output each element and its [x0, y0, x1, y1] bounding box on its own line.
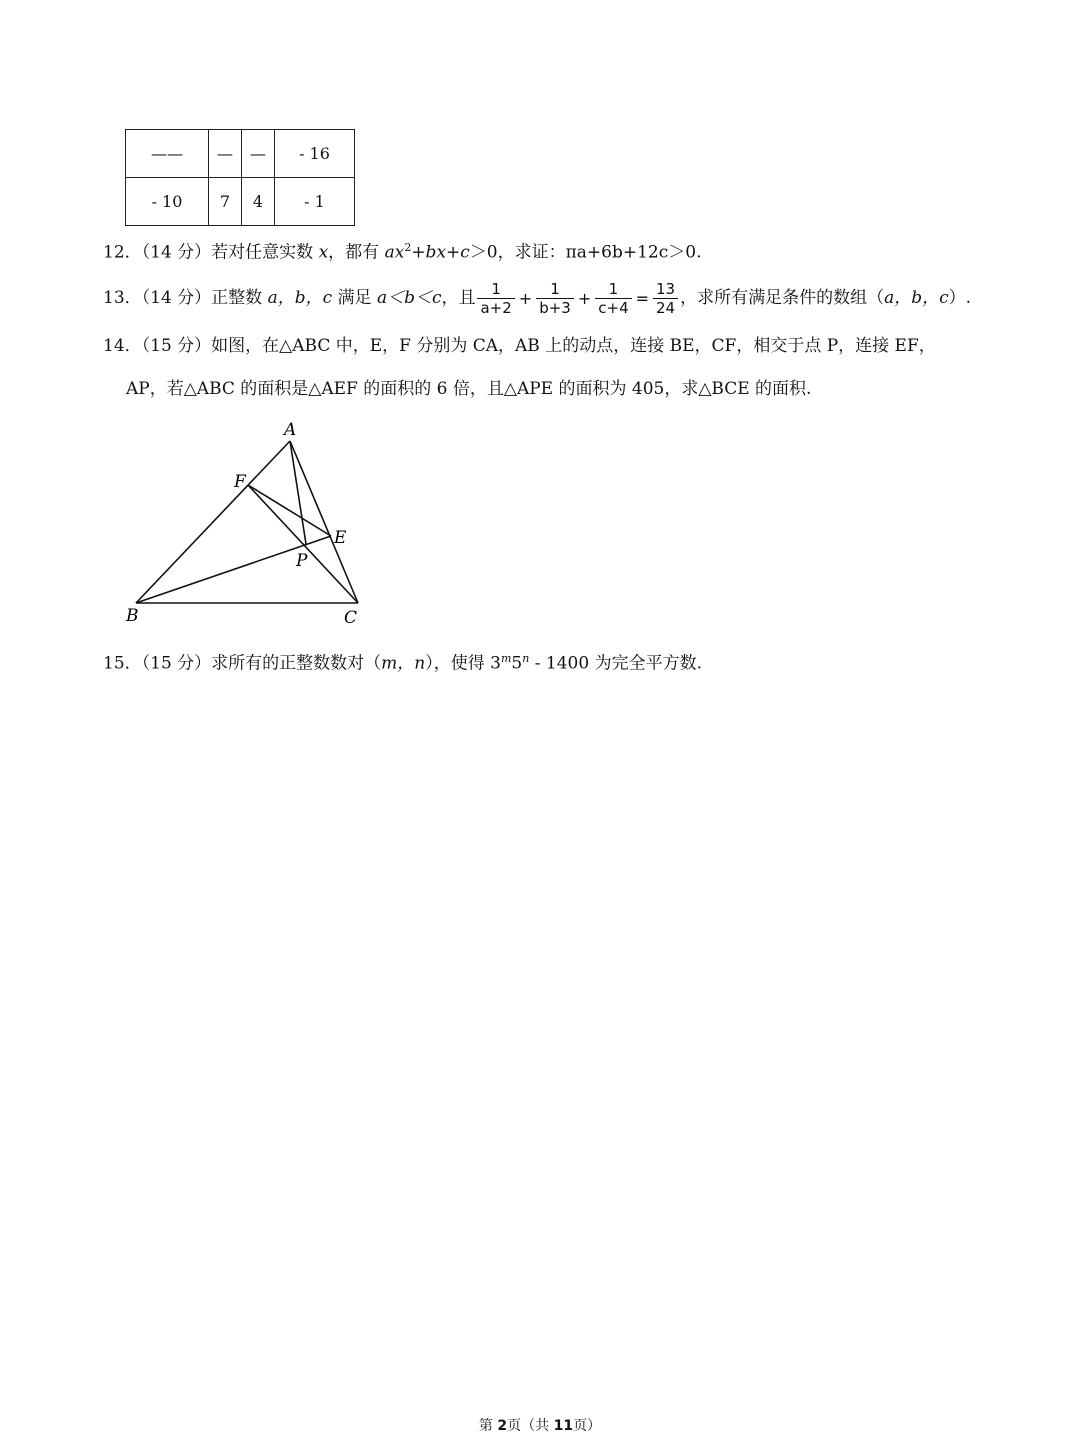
question-text: ，且: [441, 288, 476, 308]
plus-sign: +: [577, 288, 592, 308]
fraction-numerator: 1: [608, 280, 619, 298]
table-cell: - 1: [275, 178, 355, 226]
label-p: P: [296, 551, 308, 571]
question-text: ），使得 3: [425, 653, 501, 674]
table-cell: - 10: [126, 178, 209, 226]
segment-ab: [136, 441, 290, 603]
label-b: B: [126, 606, 139, 626]
fraction: [536, 280, 574, 317]
math-expr: ax: [384, 242, 405, 263]
label-f: F: [234, 472, 246, 492]
fraction: [595, 280, 631, 317]
fraction-denominator: a+2: [477, 298, 514, 317]
fraction-denominator: b+3: [536, 298, 574, 317]
math-expr: +bx+c: [411, 242, 470, 263]
question-14-line-2: AP，若△ABC 的面积是△AEF 的面积的 6 倍，且△APE 的面积为 405，求△BCE 的面积.: [126, 379, 812, 399]
segment-ac: [290, 441, 358, 603]
triangle-figure: [120, 415, 370, 630]
label-a: A: [284, 420, 297, 440]
plus-sign: +: [518, 288, 533, 308]
question-text: - 1400 为完全平方数.: [529, 653, 702, 674]
table-cell: —: [209, 130, 242, 178]
table-cell: 4: [242, 178, 275, 226]
math-expr: a＜b＜c: [376, 288, 442, 308]
equals-sign: =: [635, 288, 650, 308]
page-footer: [0, 1415, 1080, 1435]
table-cell: ——: [126, 130, 209, 178]
question-15: [103, 647, 702, 676]
math-var: a，b，c: [267, 288, 333, 308]
math-sup: 2: [404, 241, 412, 254]
value-table: [125, 129, 355, 226]
table-row: [126, 178, 355, 226]
fraction-numerator: 13: [656, 280, 676, 298]
table-cell: 7: [209, 178, 242, 226]
footer-text: 页（共: [507, 1418, 554, 1434]
question-text: 12．（14 分）若对任意实数: [103, 242, 319, 263]
table-cell: —: [242, 130, 275, 178]
math-var: a，b，c: [884, 288, 949, 308]
fraction-denominator: c+4: [595, 298, 631, 317]
label-c: C: [344, 608, 358, 628]
math-var: x: [318, 242, 329, 263]
fraction-denominator: 24: [653, 298, 678, 317]
segment-ap: [290, 441, 306, 544]
math-expr: 5: [511, 653, 523, 674]
question-text: ，求所有满足条件的数组（: [680, 288, 885, 308]
question-12: [103, 236, 701, 265]
footer-text: 页）: [573, 1418, 602, 1434]
footer-text: 第: [478, 1418, 498, 1434]
question-text: 15．（15 分）求所有的正整数数对（: [103, 653, 382, 674]
question-text: 满足: [332, 288, 377, 308]
table-row: [126, 130, 355, 178]
page-number: 2: [497, 1418, 508, 1434]
fraction-numerator: 1: [491, 280, 501, 298]
math-var: m，n: [381, 653, 426, 674]
question-text: ＞0，求证：πa+6b+12c＞0.: [469, 242, 702, 263]
question-14-line-1: 14．（15 分）如图，在△ABC 中，E，F 分别为 CA，AB 上的动点，连接 BE，CF，相交于点 P，连接 EF，: [103, 336, 936, 356]
question-text: ，都有: [328, 242, 385, 263]
fraction: [653, 280, 678, 317]
fraction-numerator: 1: [550, 280, 560, 298]
label-e: E: [334, 528, 347, 548]
question-13: [103, 276, 971, 321]
fraction: [477, 280, 514, 317]
math-sup: n: [522, 652, 530, 665]
question-text: ）.: [948, 288, 972, 308]
question-text: 13．（14 分）正整数: [103, 288, 268, 308]
math-sup: m: [500, 652, 512, 665]
page-total: 11: [553, 1418, 574, 1434]
table-cell: - 16: [275, 130, 355, 178]
